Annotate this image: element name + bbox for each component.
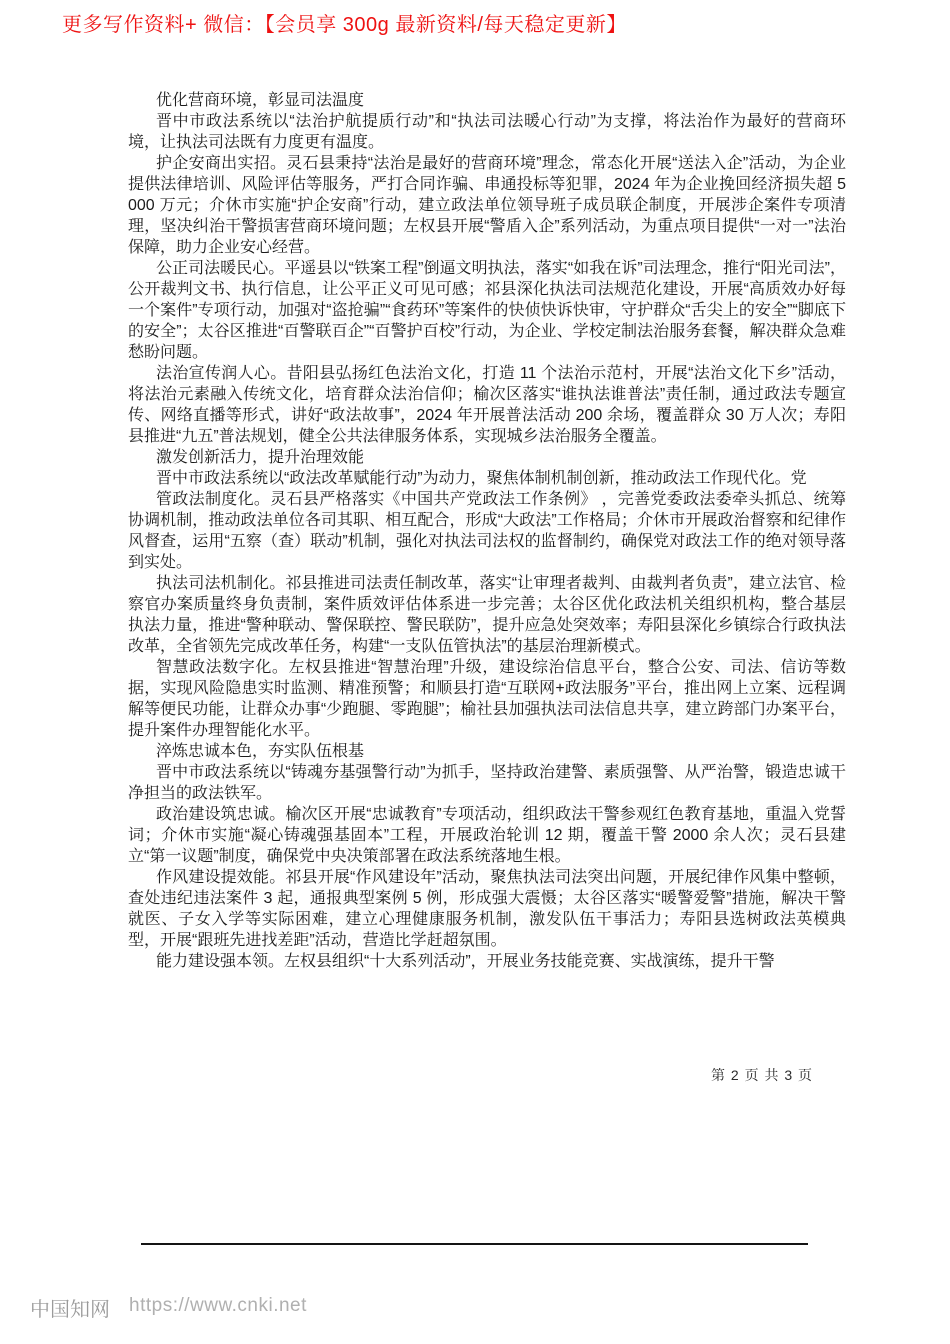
cnki-watermark-url: https://www.cnki.net [129, 1295, 307, 1316]
section-heading: 淬炼忠诚本色，夯实队伍根基 [156, 743, 365, 760]
paragraph: 作风建设提效能。祁县开展“作风建设年”活动，聚焦执法司法突出问题，开展纪律作风集中整顿，查处违纪违法案件 3 起，通报典型案例 5 例，形成强大震慑；太谷区落实“暖警爱警”措施，解决干警就医、子女入学等实际困难，建立心理健康服务机制，激发队伍干事活力；寿阳县选树政法英模典型，开展“跟班先进找差距”活动，营造比学赶超氛围。 [128, 869, 846, 949]
paragraph: 公正司法暖民心。平遥县以“铁案工程”倒逼文明执法，落实“如我在诉”司法理念，推行“阳光司法”，公开裁判文书、执行信息，让公平正义可见可感；祁县深化执法司法规范化建设，开展“高质效办好每一个案件”专项行动，加强对“盗抢骗”“食药环”等案件的快侦快诉快审，守护群众“舌尖上的安全”“脚底下的安全”；太谷区推进“百警联百企”“百警护百校”行动，为企业、学校定制法治服务套餐，解决群众急难愁盼问题。 [128, 260, 846, 361]
paragraph: 晋中市政法系统以“铸魂夯基强警行动”为抓手，坚持政治建警、素质强警、从严治警，锻造忠诚干净担当的政法铁军。 [128, 764, 846, 802]
paragraph: 护企安商出实招。灵石县秉持“法治是最好的营商环境”理念，常态化开展“送法入企”活动，为企业提供法律培训、风险评估等服务，严打合同诈骗、串通投标等犯罪，2024 年为企业挽回经济损失超 5000 万元；介休市实施“护企安商”行动，建立政法单位领导班子成员联企制度，开展涉企案件专项清理，坚决纠治干警损害营商环境问题；左权县开展“警盾入企”系列活动，为重点项目提供“一对一”法治保障，助力企业安心经营。 [128, 155, 846, 256]
paragraph: 晋中市政法系统以“政法改革赋能行动”为动力，聚焦体制机制创新，推动政法工作现代化。党 [156, 470, 807, 487]
document-page [128, 90, 846, 972]
section-heading: 激发创新活力，提升治理效能 [156, 449, 365, 466]
paragraph: 法治宣传润人心。昔阳县弘扬红色法治文化，打造 11 个法治示范村，开展“法治文化下乡”活动，将法治元素融入传统文化，培育群众法治信仰；榆次区落实“谁执法谁普法”责任制，通过政法专题宣传、网络直播等形式，讲好“政法故事”，2024 年开展普法活动 200 余场，覆盖群众 30 万人次；寿阳县推进“九五”普法规划，健全公共法律服务体系，实现城乡法治服务全覆盖。 [128, 365, 846, 445]
promo-banner: 更多写作资料+ 微信：【会员享 300g 最新资料/每天稳定更新】 [62, 14, 627, 36]
paragraph: 智慧政法数字化。左权县推进“智慧治理”升级，建设综治信息平台，整合公安、司法、信访等数据，实现风险隐患实时监测、精准预警；和顺县打造“互联网+政法服务”平台，推出网上立案、远程调解等便民功能，让群众办事“少跑腿、零跑腿”；榆社县加强执法司法信息共享，建立跨部门办案平台，提升案件办理智能化水平。 [128, 659, 846, 739]
paragraph: 执法司法机制化。祁县推进司法责任制改革，落实“让审理者裁判、由裁判者负责”，建立法官、检察官办案质量终身负责制，案件质效评估体系进一步完善；太谷区优化政法机关组织机构，整合基层执法力量，推进“警种联动、警保联控、警民联防”，提升应急处突效率；寿阳县深化乡镇综合行政执法改革，全省领先完成改革任务，构建“一支队伍管执法”的基层治理新模式。 [128, 575, 846, 655]
paragraph: 能力建设强本领。左权县组织“十大系列活动”，开展业务技能竞赛、实战演练，提升干警 [156, 953, 775, 970]
section-heading: 优化营商环境，彰显司法温度 [156, 92, 365, 109]
footer-divider [141, 1243, 808, 1245]
paragraph: 管政法制度化。灵石县严格落实《中国共产党政法工作条例》 ，完善党委政法委牵头抓总、统筹协调机制，推动政法单位各司其职、相互配合，形成“大政法”工作格局；介休市开展政治督察和纪律作风督查，运用“五察（查）联动”机制，强化对执法司法权的监督制约，确保党对政法工作的绝对领导落到实处。 [128, 491, 846, 571]
paragraph: 政治建设筑忠诚。榆次区开展“忠诚教育”专项活动，组织政法干警参观红色教育基地，重温入党誓词；介休市实施“凝心铸魂强基固本”工程，开展政治轮训 12 期，覆盖干警 2000 余人次；灵石县建立“第一议题”制度，确保党中央决策部署在政法系统落地生根。 [128, 806, 846, 865]
paragraph: 晋中市政法系统以“法治护航提质行动”和“执法司法暖心行动”为支撑，将法治作为最好的营商环境，让执法司法既有力度更有温度。 [128, 113, 846, 151]
page-number: 第 2 页 共 3 页 [711, 1067, 814, 1083]
cnki-watermark-name: 中国知网 [30, 1299, 110, 1321]
